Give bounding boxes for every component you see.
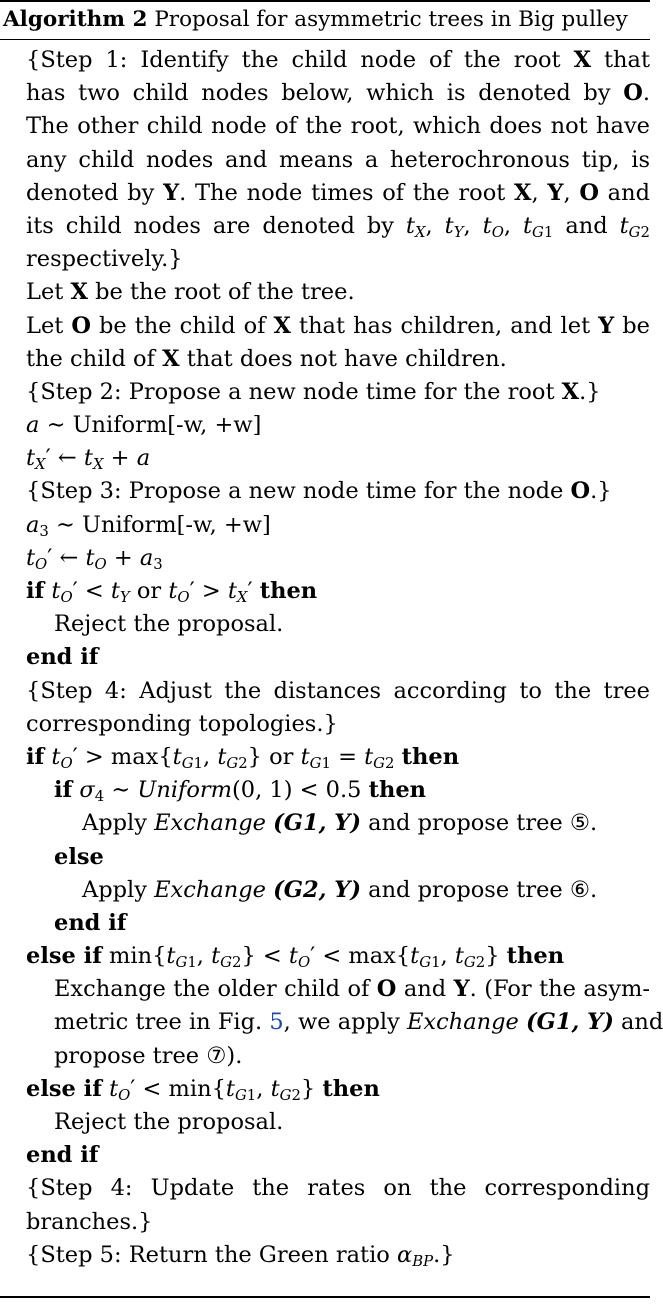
text-run: its child nodes are denoted by	[26, 212, 406, 239]
text-run: min{	[101, 943, 167, 970]
text-run: X	[92, 455, 104, 474]
text-run: if	[54, 777, 73, 804]
text-run: t	[166, 943, 176, 970]
text-run: a	[136, 445, 151, 472]
text-run: end if	[54, 909, 127, 936]
text-run: .}	[433, 1241, 455, 1268]
text-run: ′ < min{	[130, 1075, 226, 1102]
text-run: t	[405, 212, 415, 239]
text-run: end if	[26, 1142, 99, 1169]
text-run: t	[454, 943, 464, 970]
text-run: Apply	[82, 810, 155, 837]
text-run: 2	[640, 223, 650, 242]
text-run: ′ >	[189, 578, 228, 604]
text-run: 1	[321, 754, 331, 773]
algorithm-line	[0, 1172, 650, 1205]
text-run: ,	[425, 212, 445, 239]
text-run: t	[26, 544, 36, 571]
text-run: ,	[531, 179, 548, 206]
algorithm-line	[0, 608, 650, 641]
text-run: a	[26, 511, 40, 538]
text-run: t	[51, 578, 61, 604]
text-run: 4	[94, 787, 105, 806]
algorithm-line	[0, 1139, 650, 1172]
text-run: then	[259, 578, 318, 604]
text-run: then	[401, 743, 460, 770]
algorithm-line	[0, 475, 650, 508]
algorithm-line	[0, 907, 650, 940]
text-run: ,	[196, 943, 212, 970]
text-run: }	[300, 1075, 323, 1102]
algorithm-line	[0, 77, 650, 110]
text-run: .}	[590, 478, 612, 505]
text-run: metric tree in Fig.	[54, 1009, 270, 1036]
text-run: G	[175, 953, 188, 972]
text-run: X	[561, 378, 580, 405]
text-run: ′ ←	[45, 445, 84, 472]
algorithm-line	[0, 1040, 650, 1073]
text-run: O	[570, 478, 591, 505]
text-run: then	[506, 943, 565, 970]
text-run: {Step 1: Identify the child node of the root	[26, 47, 574, 73]
text-run: .	[590, 876, 598, 903]
text-run: O	[376, 976, 397, 1003]
text-run: and	[598, 179, 650, 206]
text-run: t	[172, 743, 182, 770]
circled-number: ⑦	[206, 1042, 227, 1069]
text-run: ).	[226, 1042, 243, 1069]
text-run: ∼ Uniform[-w, +w]	[48, 511, 271, 538]
text-run: ,	[463, 212, 483, 239]
top-rule	[0, 0, 650, 2]
algorithm-line	[0, 1006, 663, 1039]
algorithm-line	[0, 343, 650, 376]
text-run: O	[71, 312, 91, 339]
algorithm-line	[0, 509, 650, 542]
text-run: Exchange	[154, 810, 274, 837]
text-run: and propose tree	[361, 810, 570, 837]
text-run: }	[485, 943, 507, 970]
text-run: branches.}	[26, 1208, 153, 1235]
text-run: has two child nodes below, which is denoted by	[26, 80, 624, 107]
text-run: ′	[247, 578, 260, 604]
text-run: the child of	[26, 345, 163, 372]
text-run: be the child of	[90, 312, 274, 339]
text-run: a	[139, 544, 154, 571]
text-run: be the root of the tree.	[87, 279, 355, 306]
text-run: ,	[563, 179, 580, 206]
text-run: Apply	[82, 876, 155, 903]
text-run: G	[220, 953, 232, 972]
text-run: and propose tree	[361, 876, 570, 903]
text-run: O	[60, 754, 73, 773]
text-run: t	[217, 743, 227, 770]
text-run: {Step 3: Propose a new node time for the node	[26, 478, 571, 505]
text-run: ,	[503, 212, 523, 239]
text-run: ∼ Uniform[-w, +w]	[39, 412, 262, 439]
text-run: G	[532, 223, 544, 242]
text-run: end if	[26, 644, 99, 671]
text-run: that does not have children.	[179, 345, 507, 372]
text-run: ′ ←	[47, 544, 86, 571]
text-run: 1	[246, 1085, 257, 1104]
text-run: t	[211, 943, 221, 970]
text-run: Y	[598, 312, 615, 339]
text-run: 1	[431, 953, 441, 972]
text-run: t	[288, 943, 298, 970]
algorithm-line	[0, 44, 650, 77]
text-run: Exchange the older child of	[54, 976, 377, 1003]
text-run: ′ <	[72, 578, 111, 604]
text-run: G	[373, 754, 386, 773]
algorithm-body	[0, 44, 663, 1272]
text-run: if	[26, 578, 45, 604]
algorithm-line	[0, 940, 650, 973]
text-run: Let	[26, 312, 72, 339]
text-run: then	[322, 1075, 380, 1102]
text-run: G	[279, 1085, 292, 1104]
text-run: O	[60, 588, 73, 607]
text-run: else if	[26, 1075, 102, 1102]
text-run: O	[297, 953, 311, 972]
text-run: The other child node of the root, which does not have	[26, 113, 650, 140]
text-run: Y	[547, 179, 564, 206]
circled-number: ⑥	[569, 876, 591, 903]
text-run: σ	[79, 777, 95, 804]
text-run: (G2, Y)	[273, 876, 361, 903]
algorithm-line	[0, 807, 650, 840]
algorithm-line	[0, 177, 650, 210]
algorithm-line	[0, 1106, 650, 1139]
algorithm-line	[0, 542, 650, 575]
algorithm-line	[0, 110, 650, 143]
text-run: else	[54, 843, 104, 870]
text-run: t	[83, 445, 93, 472]
text-run: Y	[453, 976, 470, 1003]
text-run: ,	[203, 743, 218, 770]
text-run: G	[226, 754, 239, 773]
text-run: Reject the proposal.	[54, 611, 284, 638]
algorithm-line	[0, 841, 650, 874]
text-run: . (For the asym-	[469, 976, 650, 1003]
text-run: t	[225, 1075, 235, 1102]
text-run: t	[270, 1075, 280, 1102]
text-run: t	[482, 212, 492, 239]
text-run: t	[300, 743, 310, 770]
text-run: if	[26, 743, 45, 770]
text-run: X	[35, 455, 46, 474]
text-run	[394, 744, 401, 770]
text-run: X	[514, 179, 532, 206]
text-run: X	[162, 345, 180, 372]
text-run: .}	[579, 378, 601, 405]
text-run: Y	[119, 588, 130, 607]
bottom-rule	[0, 1296, 650, 1298]
text-run: corresponding topologies.}	[26, 710, 338, 737]
text-run: 1	[187, 953, 197, 972]
text-run: ′ < max{	[310, 943, 411, 970]
text-run: O	[579, 179, 599, 206]
algorithm-line	[0, 741, 650, 774]
text-run: 2	[475, 953, 486, 972]
algorithm-line	[0, 774, 650, 807]
text-run: a	[26, 412, 40, 439]
text-run: and	[396, 976, 454, 1003]
text-run: O	[491, 223, 504, 242]
algorithm-line	[0, 310, 650, 343]
text-run: Exchange	[406, 1009, 526, 1036]
text-run: ∼	[104, 777, 138, 804]
algorithm-line	[0, 442, 650, 475]
text-run: {Step 5: Return the Green ratio	[26, 1241, 397, 1268]
text-run: (0, 1) < 0.5	[232, 777, 369, 804]
algorithm-line	[0, 144, 650, 177]
text-run: then	[368, 777, 427, 804]
text-run: (G1, Y)	[273, 810, 361, 837]
text-run: } <	[241, 943, 289, 970]
text-run: 3	[153, 554, 163, 573]
text-run: X	[273, 312, 291, 339]
text-run: BP	[412, 1251, 434, 1270]
algorithm-label: Algorithm 2	[3, 7, 148, 32]
text-run: 1	[193, 754, 203, 773]
text-run: G	[309, 754, 322, 773]
algorithm-line	[0, 708, 650, 741]
algorithm-line	[0, 1239, 650, 1272]
text-run: } or	[247, 743, 301, 770]
text-run: t	[26, 445, 36, 472]
text-run: O	[94, 554, 107, 573]
text-run: .	[642, 80, 650, 107]
text-run: denoted by	[26, 179, 164, 206]
text-run: t	[619, 212, 629, 239]
text-run: =	[330, 743, 365, 770]
text-run: 2	[385, 754, 395, 773]
text-run: t	[110, 578, 120, 604]
text-run: X	[573, 47, 592, 73]
text-run: Let	[26, 279, 71, 306]
text-run: t	[227, 578, 237, 604]
algorithm-line	[0, 874, 650, 907]
text-run: that	[591, 47, 650, 73]
text-run: respectively.}	[26, 246, 183, 273]
text-run: .	[590, 810, 598, 837]
text-run: {Step 4: Update the rates on the corresponding	[26, 1175, 650, 1202]
text-run: G	[419, 953, 432, 972]
text-run: t	[523, 212, 533, 239]
text-run: 3	[39, 521, 49, 540]
text-run: t	[168, 578, 178, 604]
text-run: t	[444, 212, 454, 239]
text-run: ′ > max{	[72, 743, 173, 770]
text-run: G	[181, 754, 194, 773]
text-run: , we apply	[283, 1009, 407, 1036]
text-run: ,	[440, 943, 455, 970]
algorithm-line	[0, 276, 650, 309]
algorithm-line	[0, 376, 650, 409]
text-run: G	[628, 223, 641, 242]
text-run: Y	[453, 223, 464, 242]
algorithm-line	[0, 973, 650, 1006]
text-run: +	[103, 445, 137, 472]
text-run: . The node times of the root	[179, 179, 515, 206]
text-run: else if	[26, 943, 102, 970]
text-run: G	[234, 1085, 247, 1104]
text-run: be	[614, 312, 650, 339]
text-run: X	[414, 223, 426, 242]
text-run: 2	[291, 1085, 301, 1104]
text-run: t	[109, 1075, 119, 1102]
text-run: Y	[163, 179, 180, 206]
text-run: {Step 2: Propose a new node time for the root	[26, 378, 562, 405]
algorithm-title: Proposal for asymmetric trees in Big pulley	[154, 7, 628, 32]
text-run: Exchange	[154, 876, 274, 903]
text-run: 1	[543, 223, 554, 242]
text-run: {Step 4: Adjust the distances according to the tree	[26, 677, 650, 704]
figure-reference-link[interactable]: 5	[269, 1009, 284, 1036]
algorithm-line	[0, 1206, 650, 1239]
text-run: t	[364, 743, 374, 770]
text-run: that has children, and let	[290, 312, 599, 339]
text-run: G	[463, 953, 476, 972]
algorithm-line	[0, 575, 650, 608]
text-run: O	[177, 588, 190, 607]
circled-number: ⑤	[569, 810, 591, 837]
text-run: (G1, Y)	[525, 1009, 614, 1036]
text-run: X	[70, 279, 88, 306]
text-run: O	[118, 1085, 131, 1104]
algorithm-caption	[3, 3, 649, 37]
caption-rule	[0, 39, 650, 40]
algorithm-line	[0, 675, 650, 708]
text-run: or	[129, 578, 169, 604]
algorithm-line	[0, 243, 650, 276]
text-run: X	[236, 588, 248, 607]
text-run: t	[410, 943, 420, 970]
text-run: 2	[231, 953, 242, 972]
text-run: O	[35, 554, 48, 573]
text-run: Uniform	[137, 777, 232, 804]
text-run	[102, 1076, 109, 1102]
text-run: Reject the proposal.	[54, 1109, 284, 1135]
text-run: propose tree	[54, 1042, 207, 1069]
text-run: t	[51, 743, 61, 770]
algorithm-line	[0, 210, 650, 243]
text-run: +	[106, 544, 140, 571]
algorithm-line	[0, 1073, 650, 1106]
algorithm-line	[0, 641, 650, 674]
text-run: ,	[256, 1075, 271, 1102]
text-run: 2	[238, 754, 248, 773]
text-run: t	[85, 544, 95, 571]
text-run: O	[623, 80, 643, 107]
text-run: α	[397, 1241, 413, 1268]
algorithm-line	[0, 409, 650, 442]
text-run: and	[613, 1009, 663, 1036]
text-run: and	[553, 212, 620, 239]
text-run: any child nodes and means a heterochronous tip, is	[26, 146, 650, 173]
